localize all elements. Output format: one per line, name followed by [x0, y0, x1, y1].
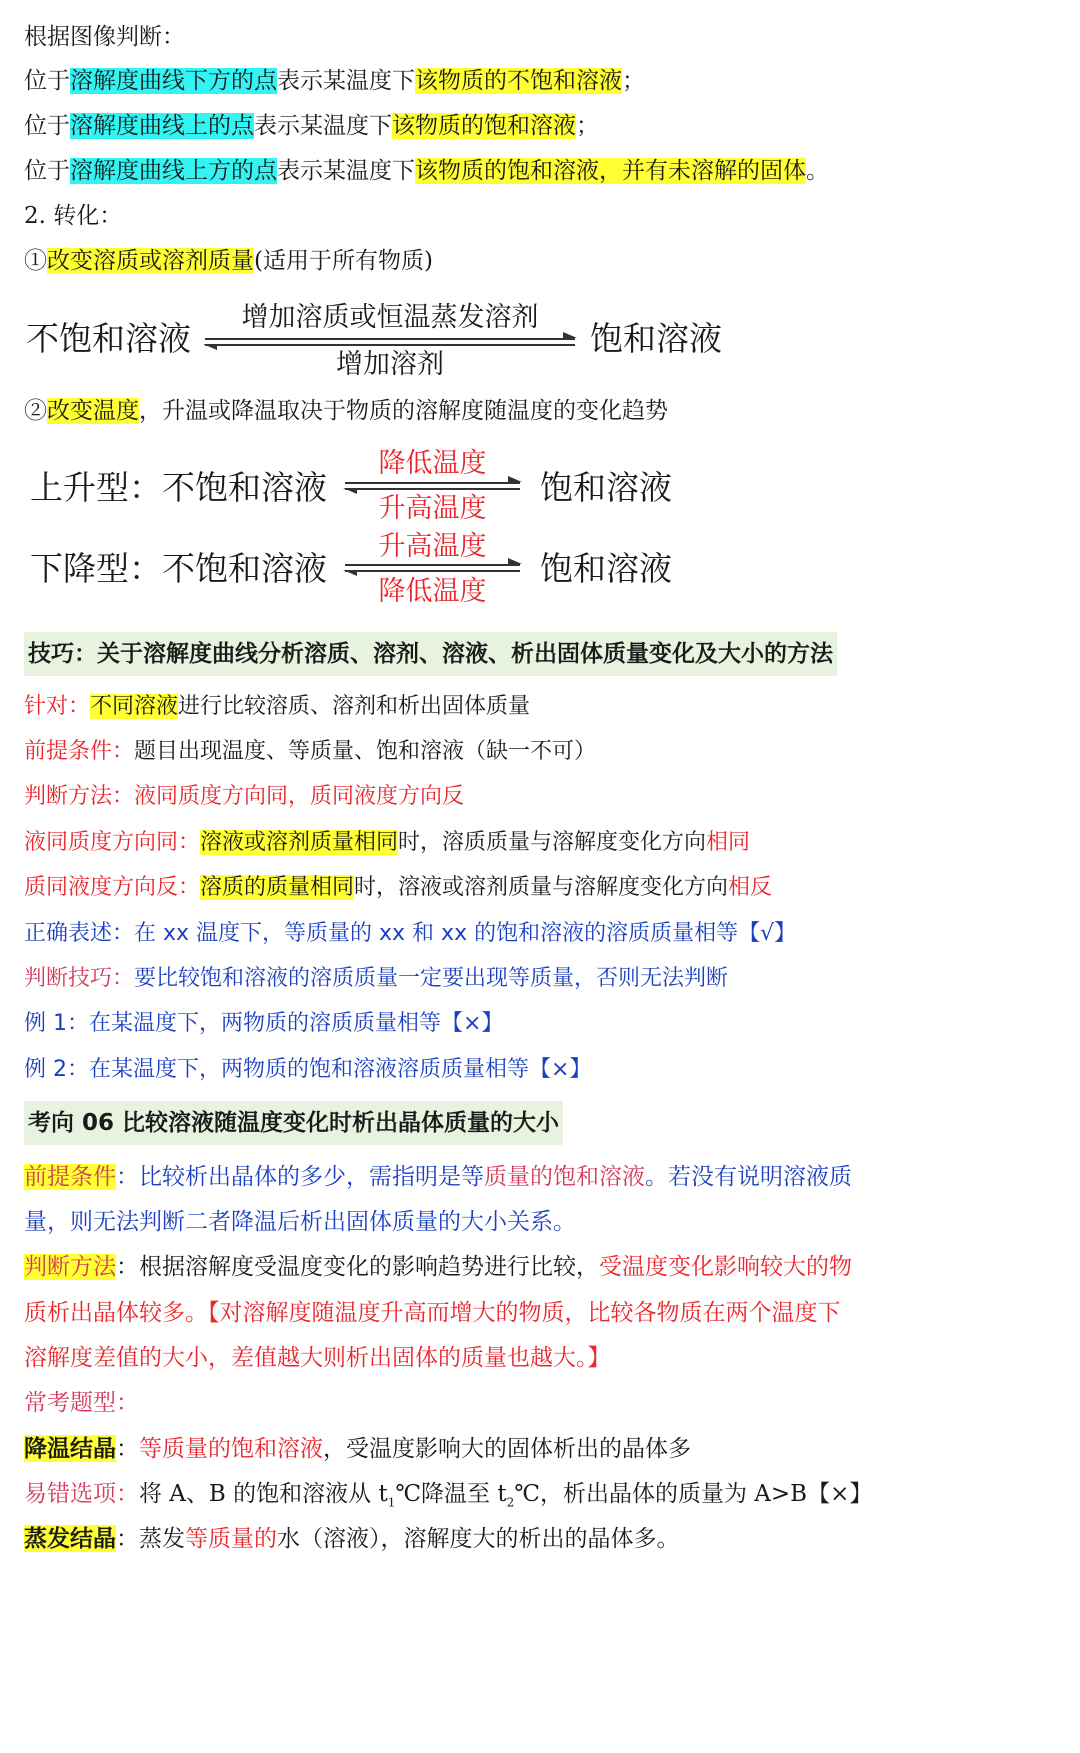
- p-precondition: 前提条件：比较析出晶体的多少，需指明是等质量的饱和溶液。若没有说明溶液质: [24, 1164, 852, 1190]
- eq3-right: 饱和溶液: [540, 549, 672, 588]
- p-cooling: 降温结晶：等质量的饱和溶液，受温度影响大的固体析出的晶体多: [24, 1435, 691, 1462]
- eq2-bottom-condition: 升高温度: [378, 493, 487, 524]
- eq3-bottom-condition: 降低温度: [378, 576, 487, 607]
- tip-target: 针对：不同溶液进行比较溶质、溶剂和析出固体质量: [24, 694, 531, 719]
- eq1-top-condition: 增加溶质或恒温蒸发溶剂: [241, 302, 539, 333]
- p-common-types: 常考题型：: [24, 1390, 139, 1416]
- tip-same-solute: 质同液度方向反：溶质的质量相同时，溶液或溶剂质量与溶解度变化方向相反: [24, 875, 773, 900]
- p-evaporation: 蒸发结晶：蒸发等质量的水（溶液），溶解度大的析出的晶体多。: [24, 1525, 680, 1552]
- tip-precondition: 前提条件：题目出现温度、等质量、饱和溶液（缺一不可）: [24, 739, 597, 764]
- tip-same-solution: 液同质度方向同：溶液或溶剂质量相同时，溶质质量与溶解度变化方向相同: [24, 830, 751, 855]
- tips-heading: 技巧：关于溶解度曲线分析溶质、溶剂、溶液、析出固体质量变化及大小的方法: [24, 632, 837, 676]
- eq1-double-arrow: [205, 338, 575, 346]
- line-method-1: ①改变溶质或溶剂质量(适用于所有物质): [24, 248, 433, 274]
- tip-example-1: 例 1：在某温度下，两物质的溶质质量相等【×】: [24, 1011, 504, 1036]
- p-common-error: 易错选项：将 A、B 的饱和溶液从 $t_1℃$降温至 $t_2℃$，析出晶体的质量为 A>B【×】: [24, 1481, 873, 1510]
- eq1-left: 不饱和溶液: [26, 319, 191, 358]
- line-intro: 根据图像判断：: [24, 24, 185, 50]
- line-method-2: ②改变温度，升温或降温取决于物质的溶解度随温度的变化趋势: [24, 398, 668, 424]
- section-06-heading: 考向 06 比较溶液随温度变化时析出晶体质量的大小: [24, 1101, 563, 1145]
- eq2-double-arrow: [345, 482, 520, 490]
- tip-method: 判断方法：液同质度方向同，质同液度方向反: [24, 784, 465, 809]
- line-transform-title: 2. 转化：: [24, 203, 123, 229]
- line-below-curve: 位于溶解度曲线下方的点表示某温度下该物质的不饱和溶液；: [24, 68, 645, 94]
- eq2-top-condition: 降低温度: [378, 448, 487, 479]
- eq1-right: 饱和溶液: [590, 319, 722, 358]
- tip-judgement: 判断技巧：要比较饱和溶液的溶质质量一定要出现等质量，否则无法判断: [24, 966, 729, 991]
- eq2-right: 饱和溶液: [540, 468, 672, 507]
- eq1-bottom-condition: 增加溶剂: [336, 349, 444, 380]
- eq3-top-condition: 升高温度: [378, 531, 487, 562]
- p-method: 判断方法：根据溶解度受温度变化的影响趋势进行比较，受温度变化影响较大的物: [24, 1254, 852, 1280]
- line-above-curve: 位于溶解度曲线上方的点表示某温度下该物质的饱和溶液，并有未溶解的固体。: [24, 158, 829, 184]
- line-on-curve: 位于溶解度曲线上的点表示某温度下该物质的饱和溶液；: [24, 113, 599, 139]
- eq3-left: 下降型：不饱和溶液: [30, 549, 327, 588]
- eq3-double-arrow: [345, 564, 520, 572]
- tip-example-2: 例 2：在某温度下，两物质的饱和溶液溶质质量相等【×】: [24, 1057, 592, 1082]
- eq2-left: 上升型：不饱和溶液: [30, 468, 327, 507]
- p-precondition-cont: 量，则无法判断二者降温后析出固体质量的大小关系。: [24, 1209, 576, 1235]
- p-method-cont-2: 溶解度差值的大小，差值越大则析出固体的质量也越大。】: [24, 1345, 611, 1371]
- tip-correct-statement: 正确表述：在 xx 温度下，等质量的 xx 和 xx 的饱和溶液的溶质质量相等【√】: [24, 921, 797, 946]
- p-method-cont-1: 质析出晶体较多。【对溶解度随温度升高而增大的物质，比较各物质在两个温度下: [24, 1300, 841, 1326]
